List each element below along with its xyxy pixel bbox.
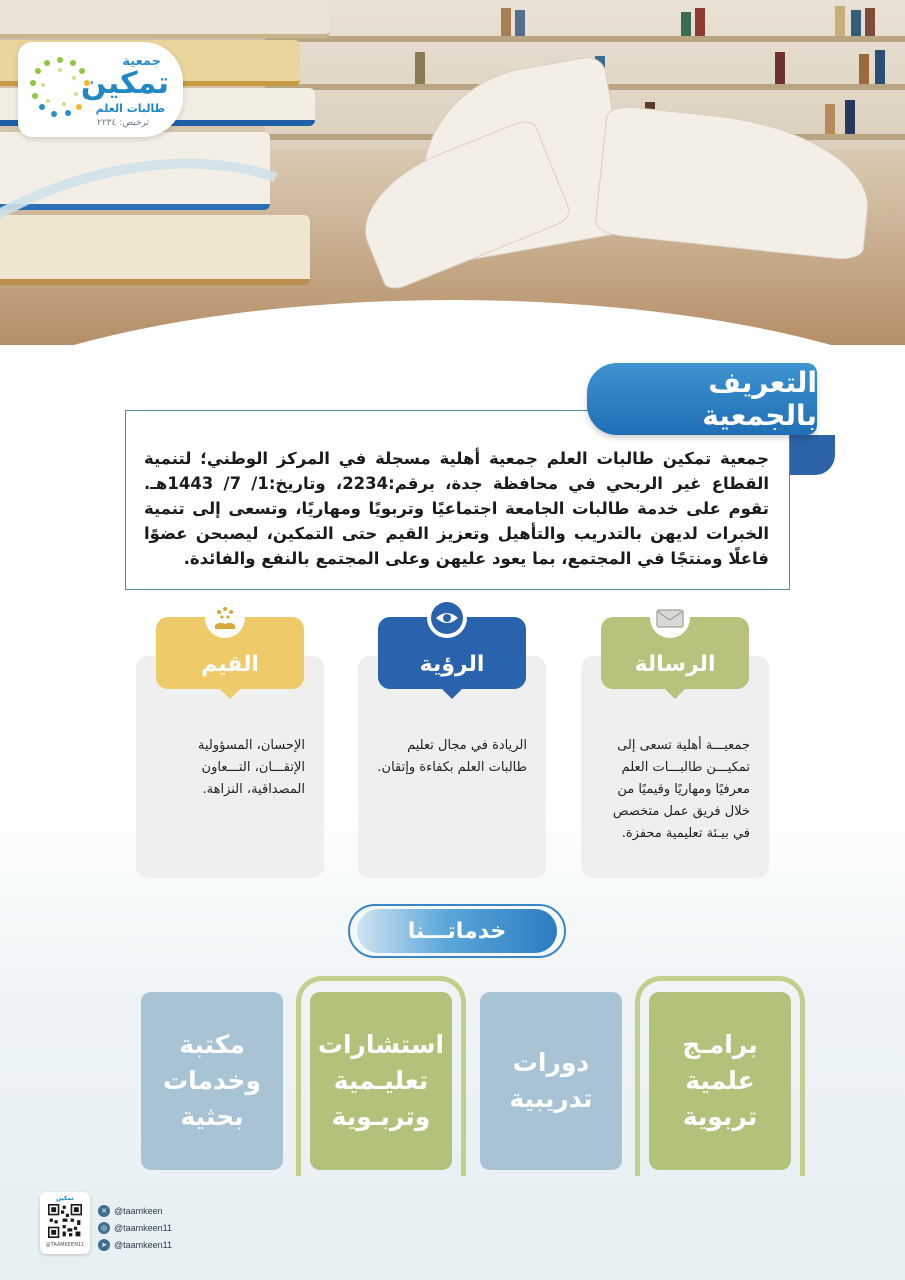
license-number: ترخيص: ٢٢٣٤ (96, 118, 149, 128)
telegram-icon: ➤ (98, 1239, 110, 1251)
social-telegram[interactable] (98, 1238, 172, 1252)
services-title: خدماتـــنا (357, 909, 557, 953)
social-instagram[interactable] (98, 1221, 172, 1235)
qr-caption: @TAAMKEEN11 (45, 1242, 85, 1248)
social-handle[interactable]: @taamkeen11 (114, 1223, 173, 1233)
book-stack (0, 0, 330, 38)
logo-subtitle: طالبات العلم (95, 102, 165, 115)
values-header: القيم (156, 617, 304, 689)
social-handle[interactable]: @taamkeen11 (114, 1240, 173, 1250)
envelope-icon (655, 605, 685, 631)
social-handle[interactable]: @taamkeen (114, 1206, 163, 1216)
values-text: الإحسان، المسؤولية الإتقـــان، التـــعاون المصداقية، النزاهة. (197, 738, 305, 797)
footer-contact (40, 1192, 180, 1258)
logo-name: تمكين (80, 66, 169, 101)
eye-icon (430, 601, 464, 635)
vision-header: الرؤية (378, 617, 526, 689)
service-consultations: استشارات تعليـمية وتربـوية (310, 992, 452, 1170)
mission-header: الرسالة (601, 617, 749, 689)
vision-text: الريادة في مجال تعليم طالبات العلم بكفاءة وإتقان. (377, 738, 527, 775)
about-title: التعريف بالجمعية (587, 363, 817, 435)
qr-code-icon[interactable] (48, 1204, 82, 1238)
mission-text: جمعيـــة أهلية تسعى إلى تمكيـــن طالبـــات العلم معرفيًا ومهاريًا وقيميًا من خلال فريق عمل متخصص في بيـئة تعليمية محفزة. (612, 738, 750, 841)
hand-stars-icon (210, 603, 240, 633)
service-courses: دورات تدريبية (480, 992, 622, 1170)
service-library: مكتبة وخدمات بحثية (141, 992, 283, 1170)
social-x[interactable] (98, 1204, 163, 1218)
instagram-icon: ◎ (98, 1222, 110, 1234)
association-logo (18, 42, 183, 137)
x-icon: ✕ (98, 1205, 110, 1217)
service-programs: برامـج علمية تربوية (649, 992, 791, 1170)
qr-card[interactable] (40, 1192, 90, 1254)
about-text: جمعية تمكين طالبات العلم جمعية أهلية مسجلة في المركز الوطني؛ لتنمية القطاع غير الربحي في محافظة جدة، برقم:2234، وتاريخ:1/ 7/ 1443هـ. تقوم على خدمة طالبات الجامعة اجتماعيًا وتربويًا ومهاريًا، وتسعى إلى تنمية الخبرات لديهن بالتدريب والتأهيل وتعزيز القيم حتى التمكين، ليصبحن عضوًا فاعلًا ومنتجًا في المجتمع، بما يعود عليهن وعلى المجتمع بالنفع والفائدة. (144, 449, 769, 568)
about-section (125, 410, 790, 590)
qr-logo: تمكين (56, 1195, 74, 1202)
logo-top-text: جمعية (122, 54, 161, 69)
